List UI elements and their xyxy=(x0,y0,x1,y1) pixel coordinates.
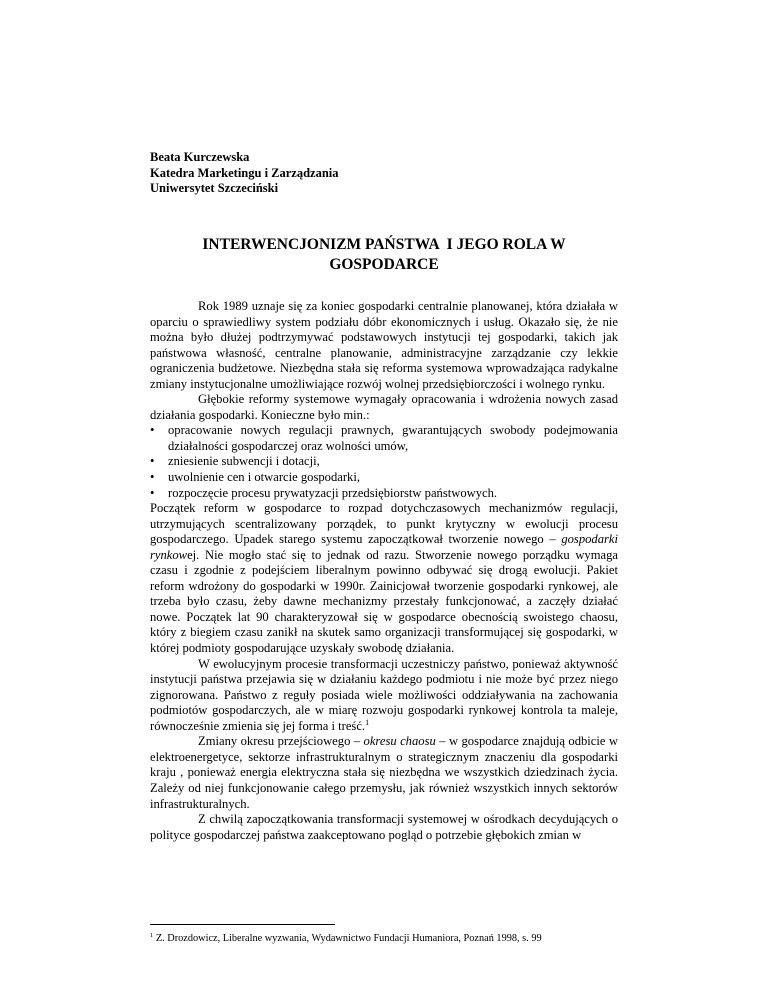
footnote xyxy=(150,933,542,945)
body-text xyxy=(150,299,618,843)
paragraph-5-end: – w gospodarce znajdują odbicie w elektroenergetyce, sektorze infrastrukturalnym o strategicznym znaczeniu dla gospodarki kraju , ponieważ energia elektryczna stała się niezbędna we wszystkich dziedzinach życia. Zależy od niej funkcjonowanie całego przemysłu, jak również wszystkich innych sektorów infrastrukturalnych. xyxy=(150,734,618,811)
paragraph-6: Z chwilą zapoczątkowania transformacji systemowej w ośrodkach decydujących o polityce gospodarczej państwa zaakceptowano pogląd o potrzebie głębokich zmian w xyxy=(150,812,618,842)
paragraph-2: Głębokie reformy systemowe wymagały opracowania i wdrożenia nowych zasad działania gospodarki. Konieczne było min.: xyxy=(150,392,618,422)
list-item: • zniesienie subwencji i dotacji, xyxy=(150,454,618,470)
paragraph-3 xyxy=(150,501,618,656)
author-block xyxy=(150,150,339,197)
author-name: Beata Kurczewska xyxy=(150,150,250,164)
footnote-text: Z. Drozdowicz, Liberalne wyzwania, Wydawnictwo Fundacji Humaniora, Poznań 1998, s. 99 xyxy=(153,933,542,944)
footnote-marker: 1 xyxy=(150,932,154,939)
list-item: • opracowanie nowych regulacji prawnych, gwarantujących swobody podejmowania działalności gospodarczej oraz wolności umów, xyxy=(150,423,618,454)
paragraph-3-start: Początek reform w gospodarce to rozpad dotychczasowych mechanizmów regulacji, utrzymujących scentralizowany porządek, to punkt krytyczny w ewolucji procesu gospodarczego. Upadek starego systemu zapoczątkował tworzenie nowego – xyxy=(150,501,618,547)
reform-list xyxy=(150,423,618,501)
paragraph-4 xyxy=(150,657,618,735)
paragraph-1: Rok 1989 uznaje się za koniec gospodarki centralnie planowanej, która działała w oparciu o sprawiedliwy system podziału dóbr ekonomicznych i usług. Okazało się, że nie można było dłużej podtrzymywać podstawowych instytucji tej gospodarki, takich jak państwowa własność, centralne planowanie, administracyjne zarządzanie czy lekkie ograniczenia budżetowe. Niezbędna stała się reforma systemowa wprowadzająca radykalne zmiany instytucjonalne umożliwiające rozwój wolnej przedsiębiorczości i wolnego rynku. xyxy=(150,299,618,391)
paragraph-5-start: Zmiany okresu przejściowego – xyxy=(198,734,364,749)
author-department: Katedra Marketingu i Zarządzania xyxy=(150,165,339,180)
footnote-reference: 1 xyxy=(365,717,370,727)
title-line-1: INTERWENCJONIZM PAŃSTWA I JEGO ROLA W xyxy=(202,236,566,253)
paragraph-5-emphasis: okresu chaosu xyxy=(363,734,436,749)
paragraph-4-text: W ewolucyjnym procesie transformacji uczestniczy państwo, ponieważ aktywność instytucji państwa przejawia się w działaniu każdego podmiotu i nie może być przez niego zignorowana. Państwo z reguły posiada wiele możliwości oddziaływania na zachowania podmiotów gospodarczych, ale w miarę rozwoju gospodarki rynkowej kontrola ta maleje, równocześnie zmienia się jej forma i treść. xyxy=(150,656,618,733)
footnote-divider xyxy=(150,924,335,925)
title-line-2: GOSPODARCE xyxy=(329,255,439,273)
paper-title xyxy=(150,235,618,274)
list-item: • rozpoczęcie procesu prywatyzacji przedsiębiorstw państwowych. xyxy=(150,486,618,502)
paragraph-3-emphasis: gospodarki rynkow xyxy=(150,532,618,562)
paragraph-3-end: ej. Nie mogło stać się to jednak od razu. Stworzenie nowego porządku wymaga czasu i zgodnie z podejściem liberalnym powinno odbywać się drogą ewolucji. Pakiet reform wdrożony do gospodarki w 1990r. Zainicjował tworzenie gospodarki rynkowej, ale trzeba było czasu, żeby dawne mechanizmy przestały funkcjonować, a zaczęły działać nowe. Początek lat 90 charakteryzował się w gospodarce obecnością swoistego chaosu, który z biegiem czasu zanikł na skutek samo organizacji transformującej się gospodarki, w której podmioty gospodarujące uzyskały swobodę działania. xyxy=(150,547,618,656)
author-university: Uniwersytet Szczeciński xyxy=(150,181,279,196)
list-item: • uwolnienie cen i otwarcie gospodarki, xyxy=(150,470,618,486)
paragraph-5 xyxy=(150,734,618,812)
